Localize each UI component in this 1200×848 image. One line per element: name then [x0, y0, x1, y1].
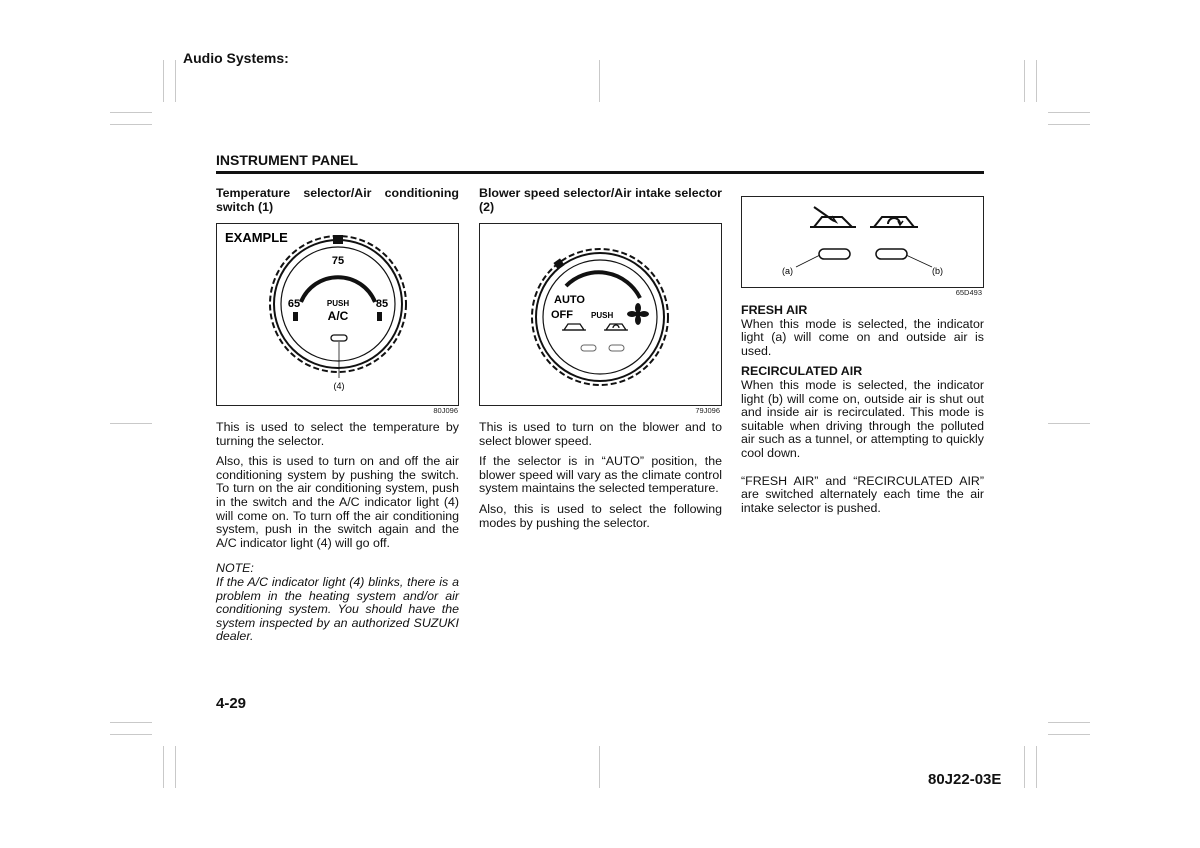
crop-mark: [1024, 60, 1025, 102]
example-label: EXAMPLE: [225, 230, 288, 245]
air-intake-text: [741, 304, 984, 522]
recirculate-icon: [870, 217, 918, 227]
recirculate-indicator-light: [609, 345, 624, 351]
callout-line-b: [906, 255, 932, 267]
recirculate-indicator-light: [876, 249, 907, 259]
knob-pointer: [333, 235, 343, 244]
blower-p3: Also, this is used to select the following modes by pushing the selector.: [479, 501, 722, 530]
crop-mark: [1048, 722, 1090, 723]
note-text: If the A/C indicator light (4) blinks, there is a problem in the heating system and/or air conditioning system. You should have the system inspected by an authorized SUZUKI dealer.: [216, 574, 459, 644]
section-title: INSTRUMENT PANEL: [216, 152, 359, 168]
crop-mark: [175, 746, 176, 788]
crop-mark: [163, 60, 164, 102]
hot-mark: [377, 312, 382, 321]
crop-mark: [110, 722, 152, 723]
crop-mark: [110, 124, 152, 125]
callout-a-label: (a): [782, 266, 793, 276]
fresh-air-heading: FRESH AIR: [741, 303, 808, 317]
fresh-air-text: When this mode is selected, the indicator light (a) will come on and outside air is used.: [741, 316, 984, 358]
chapter-header: Audio Systems:: [183, 50, 289, 66]
off-label: OFF: [551, 309, 573, 321]
figure-code: 79J096: [695, 406, 720, 415]
callout-4-label: (4): [333, 381, 345, 391]
temperature-p2: Also, this is used to turn on and off the air conditioning system by pushing the switch. To turn on the air conditioning system, push in the switch and the A/C indicator light (4) will come on. To turn off the air conditioning system, push in the switch again and the A/C indicator light (4) will go off.: [216, 454, 459, 550]
auto-label: AUTO: [554, 294, 585, 306]
fan-icon: [627, 303, 649, 325]
alternate-text: “FRESH AIR” and “RECIRCULATED AIR” are switched alternately each time the air intake selector is pushed.: [741, 473, 984, 515]
callout-b-label: (b): [932, 266, 943, 276]
ac-indicator-light: [331, 335, 347, 341]
blower-p1: This is used to turn on the blower and to select blower speed.: [479, 420, 722, 448]
recirculated-air-text: When this mode is selected, the indicator light (b) will come on, outside air is shut out and inside air is recirculated. This mode is suitable when driving through the polluted air such as a tunnel, or attempting to quickly cool down.: [741, 377, 984, 460]
crop-mark: [163, 746, 164, 788]
recirculate-icon: [604, 324, 628, 330]
temperature-p1: This is used to select the temperature by turning the selector.: [216, 420, 459, 448]
blower-heading: Blower speed selector/Air intake selector (2): [479, 186, 722, 214]
temperature-heading: Temperature selector/Air conditioning switch (1): [216, 186, 459, 214]
crop-mark: [1024, 746, 1025, 788]
temperature-text: [216, 421, 459, 644]
figure-code: 65D493: [955, 288, 982, 297]
callout-line-a: [796, 255, 820, 267]
recirculated-air-heading: RECIRCULATED AIR: [741, 364, 863, 379]
fresh-indicator-light: [819, 249, 850, 259]
figure-code: 80J096: [433, 406, 458, 415]
crop-mark: [110, 734, 152, 735]
crop-mark: [1048, 112, 1090, 113]
temperature-75-label: 75: [331, 255, 345, 267]
temperature-selector-figure: [216, 223, 459, 406]
crop-mark: [175, 60, 176, 102]
fresh-indicator-light: [581, 345, 596, 351]
blower-p2: If the selector is in “AUTO” position, the blower speed will vary as the climate control system maintains the selected temperature.: [479, 454, 722, 496]
fresh-air-icon: [562, 324, 586, 330]
crop-mark: [110, 112, 152, 113]
air-intake-figure: [741, 196, 984, 288]
temperature-85-label: 85: [375, 298, 389, 310]
blower-selector-figure: [479, 223, 722, 406]
note-block: [216, 562, 459, 644]
note-label: NOTE:: [216, 561, 254, 576]
section-rule: [216, 171, 984, 174]
push-label: PUSH: [591, 311, 614, 320]
crop-mark: [599, 60, 600, 102]
push-label: PUSH: [326, 299, 350, 308]
document-code: 80J22-03E: [928, 771, 1002, 788]
crop-mark: [599, 746, 600, 788]
blower-text: [479, 421, 722, 537]
crop-mark: [1036, 60, 1037, 102]
fresh-air-icon: [810, 207, 856, 227]
page-number: 4-29: [216, 695, 247, 712]
crop-mark: [1036, 746, 1037, 788]
crop-mark: [1048, 124, 1090, 125]
temperature-65-label: 65: [287, 298, 301, 310]
crop-mark: [110, 423, 152, 424]
crop-mark: [1048, 423, 1090, 424]
crop-mark: [1048, 734, 1090, 735]
cold-mark: [293, 312, 298, 321]
ac-label: A/C: [327, 309, 349, 323]
